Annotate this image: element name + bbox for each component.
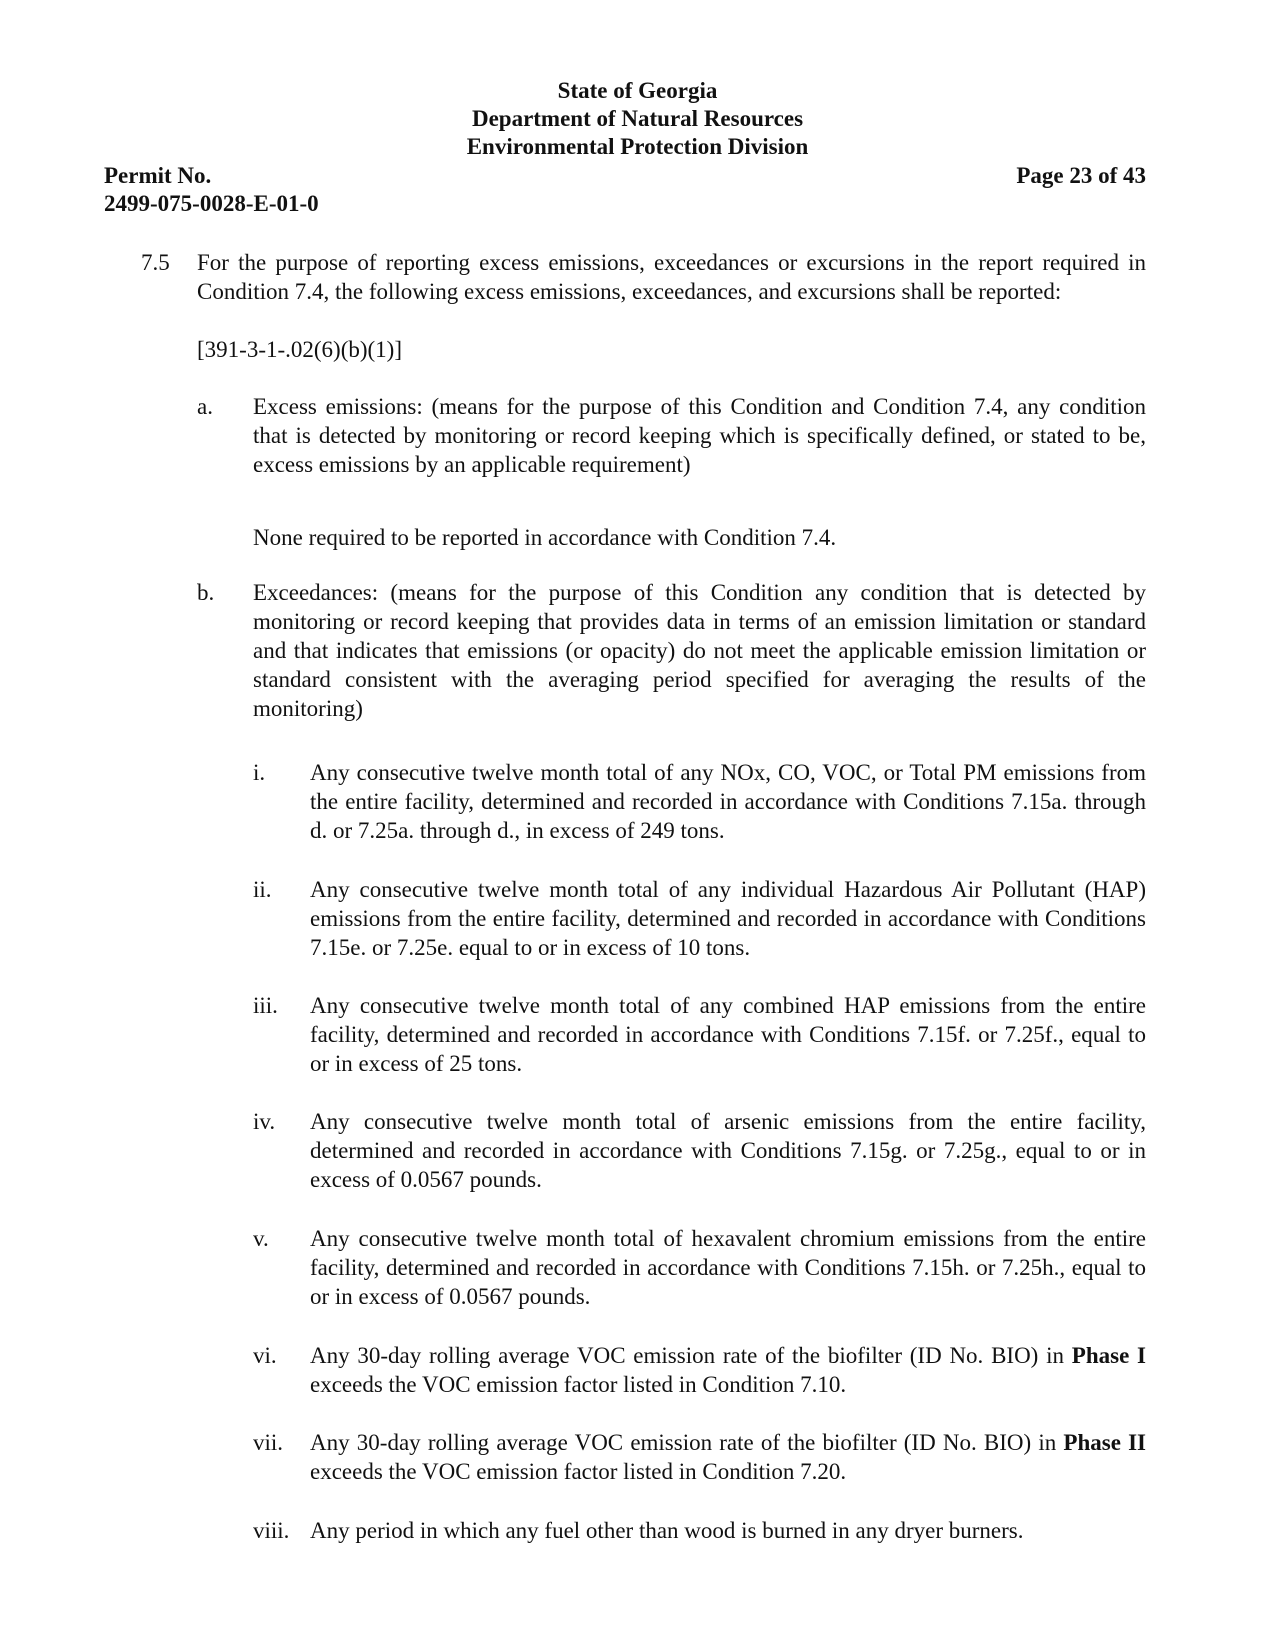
roman-item-label: vii.: [253, 1430, 284, 1455]
phase-label: Phase II: [1063, 1430, 1146, 1455]
roman-item-label: v.: [253, 1226, 269, 1251]
item-b-label: b.: [197, 580, 215, 605]
condition-citation: [391-3-1-.02(6)(b)(1)]: [197, 337, 403, 362]
roman-item-text-part: Any 30-day rolling average VOC emission rate of the biofilter (ID No. BIO) in: [310, 1430, 1064, 1455]
item-a-label: a.: [197, 394, 213, 419]
permit-label: Permit No.: [104, 163, 212, 188]
roman-item-label: iv.: [253, 1109, 276, 1134]
item-a-note: None required to be reported in accordance with Condition 7.4.: [253, 525, 837, 550]
agency-header: [0, 77, 1275, 161]
roman-item-text: Any consecutive twelve month total of any NOx, CO, VOC, or Total PM emissions from the entire facility, determined and recorded in accordance with Conditions 7.15a. through d. or 7.25a. through d., in excess of 249 tons.: [310, 760, 1146, 843]
roman-item-label: vi.: [253, 1343, 277, 1368]
agency-line-state: State of Georgia: [557, 78, 718, 103]
roman-item-text: Any consecutive twelve month total of hexavalent chromium emissions from the entire facility, determined and recorded in accordance with Conditions 7.15h. or 7.25h., equal to or in excess of 0.0567 pounds.: [310, 1226, 1146, 1309]
roman-item-text: Any consecutive twelve month total of any combined HAP emissions from the entire facility, determined and recorded in accordance with Conditions 7.15f. or 7.25f., equal to or in excess of 25 tons.: [310, 993, 1146, 1076]
item-b-text: Exceedances: (means for the purpose of this Condition any condition that is detected by monitoring or record keeping that provides data in terms of an emission limitation or standard and that indicates that emissions (or opacity) do not meet the applicable emission limitation or standard consistent with the averaging period specified for averaging the results of the monitoring): [253, 580, 1146, 721]
permit-block: [104, 162, 319, 218]
phase-label: Phase I: [1071, 1343, 1147, 1368]
roman-item-label: ii.: [253, 877, 272, 902]
item-a-text: Excess emissions: (means for the purpose of this Condition and Condition 7.4, any condition that is detected by monitoring or record keeping which is specifically defined, or stated to be, excess emissions by an applicable requirement): [253, 394, 1146, 477]
roman-item-text: [310, 1428, 1146, 1486]
roman-item-label: viii.: [253, 1518, 290, 1543]
roman-item-text: Any consecutive twelve month total of arsenic emissions from the entire facility, determined and recorded in accordance with Conditions 7.15g. or 7.25g., equal to or in excess of 0.0567 pounds.: [310, 1109, 1146, 1192]
roman-item-text: [310, 1341, 1146, 1399]
roman-item-label: i.: [253, 760, 266, 785]
roman-item-text: Any consecutive twelve month total of any individual Hazardous Air Pollutant (HAP) emissions from the entire facility, determined and recorded in accordance with Conditions 7.15e. or 7.25e. equal to or in excess of 10 tons.: [310, 877, 1146, 960]
agency-line-division: Environmental Protection Division: [466, 134, 809, 159]
agency-line-department: Department of Natural Resources: [471, 106, 804, 131]
roman-item-text-part: exceeds the VOC emission factor listed in Condition 7.20.: [310, 1459, 847, 1484]
page-number: Page 23 of 43: [1016, 163, 1146, 188]
roman-item-label: iii.: [253, 993, 278, 1018]
condition-text: For the purpose of reporting excess emissions, exceedances or excursions in the report required in Condition 7.4, the following excess emissions, exceedances, and excursions shall be reported:: [197, 250, 1146, 304]
permit-number: 2499-075-0028-E-01-0: [104, 191, 319, 216]
roman-item-text-part: Any 30-day rolling average VOC emission rate of the biofilter (ID No. BIO) in: [310, 1343, 1072, 1368]
roman-item-text: Any period in which any fuel other than wood is burned in any dryer burners.: [310, 1518, 1024, 1543]
roman-item-text-part: exceeds the VOC emission factor listed in Condition 7.10.: [310, 1372, 847, 1397]
condition-number: 7.5: [141, 250, 170, 275]
